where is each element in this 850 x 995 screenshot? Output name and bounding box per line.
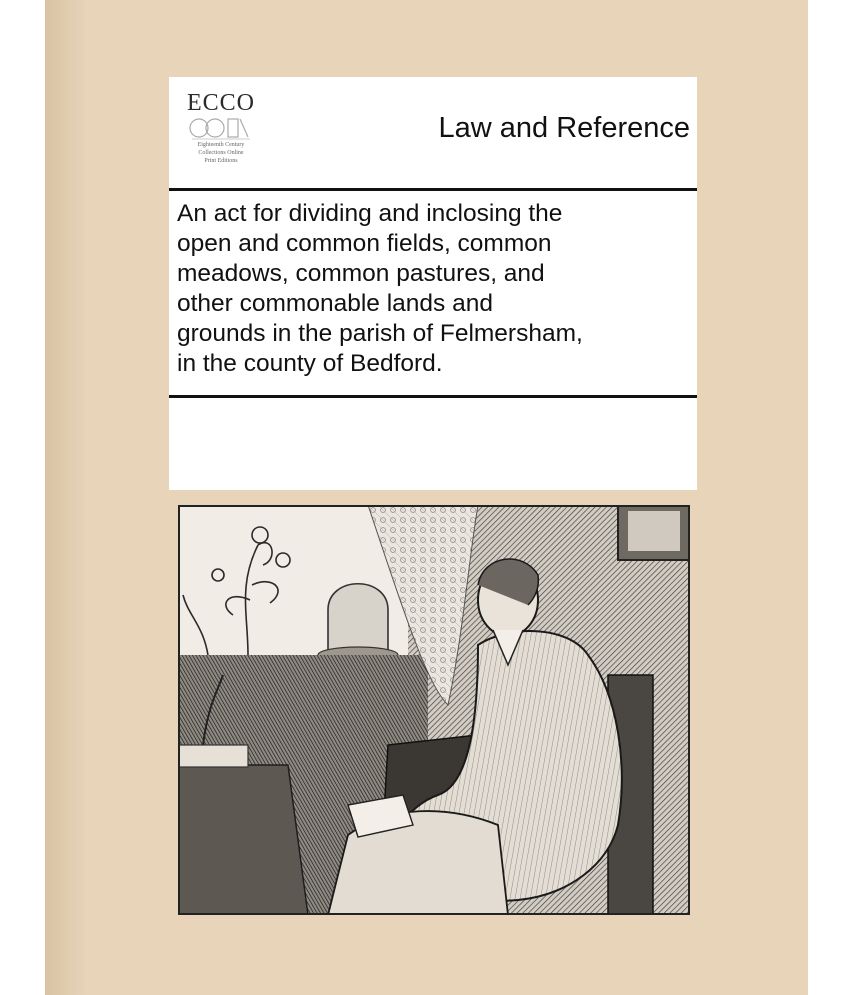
ecco-logo [185,89,257,189]
cover-spine-shade [45,0,85,995]
logo-wordmark: ECCO [186,90,255,116]
title-line: other commonable lands and [177,290,493,317]
top-rule [169,188,697,191]
title-line: grounds in the parish of Felmersham, [177,320,583,347]
book-title [177,199,693,379]
title-panel [169,77,697,490]
title-line: meadows, common pastures, and [177,260,545,287]
logo-subline: Eighteenth Century [197,142,245,148]
engraving-illustration [178,505,690,915]
logo-mark-icon [188,115,254,141]
bottom-rule [169,395,697,398]
title-line: An act for dividing and inclosing the [177,200,563,227]
cover-engraving [178,505,690,915]
title-line: in the county of Bedford. [177,350,443,377]
logo-subline: Collections Online [198,150,244,156]
series-label: Law and Reference [438,112,690,144]
logo-subline: Print Editions [204,158,238,164]
title-line: open and common fields, common [177,230,552,257]
